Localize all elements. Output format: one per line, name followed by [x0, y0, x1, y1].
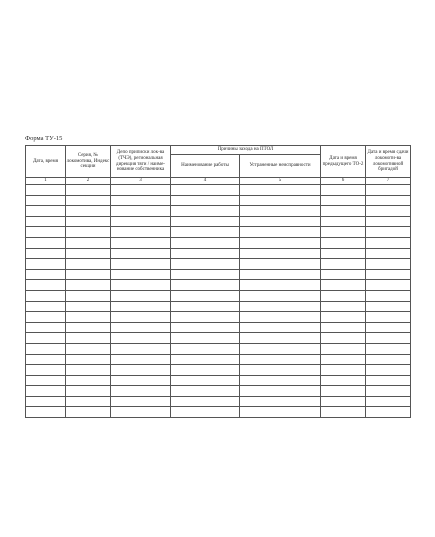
register-table: [25, 145, 411, 418]
table-cell[interactable]: [240, 386, 321, 397]
table-cell[interactable]: [26, 354, 66, 365]
table-cell[interactable]: [26, 301, 66, 312]
table-cell[interactable]: [240, 195, 321, 206]
table-cell[interactable]: [111, 333, 171, 344]
table-row: [26, 185, 411, 196]
table-row: [26, 407, 411, 418]
table-cell[interactable]: [171, 248, 240, 259]
table-cell[interactable]: [26, 237, 66, 248]
table-cell[interactable]: [321, 322, 366, 333]
col-number: 5: [240, 178, 321, 185]
table-cell[interactable]: [26, 259, 66, 270]
table-cell[interactable]: [26, 365, 66, 376]
table-cell[interactable]: [240, 216, 321, 227]
table-row: [26, 195, 411, 206]
table-cell[interactable]: [111, 312, 171, 323]
table-cell[interactable]: [321, 195, 366, 206]
col-number: 6: [321, 178, 366, 185]
table-cell[interactable]: [111, 206, 171, 217]
table-cell[interactable]: [66, 259, 111, 270]
table-row: [26, 216, 411, 227]
table-cell[interactable]: [171, 216, 240, 227]
col-header-home-depot: Депо приписки лок-ва (ТЧЭ), региональная дирекция тяги / наиме-нование собственника: [111, 146, 171, 178]
table-cell[interactable]: [171, 301, 240, 312]
table-cell[interactable]: [111, 259, 171, 270]
table-cell[interactable]: [26, 206, 66, 217]
table-cell[interactable]: [111, 301, 171, 312]
table-cell[interactable]: [240, 407, 321, 418]
table-cell[interactable]: [240, 365, 321, 376]
col-number: 7: [366, 178, 411, 185]
table-cell[interactable]: [26, 375, 66, 386]
table-cell[interactable]: [366, 280, 411, 291]
table-cell[interactable]: [111, 365, 171, 376]
table-cell[interactable]: [26, 227, 66, 238]
table-cell[interactable]: [366, 386, 411, 397]
table-row: [26, 237, 411, 248]
table-cell[interactable]: [111, 280, 171, 291]
table-cell[interactable]: [111, 290, 171, 301]
table-cell[interactable]: [321, 237, 366, 248]
table-cell[interactable]: [26, 396, 66, 407]
col-number: 3: [111, 178, 171, 185]
table-cell[interactable]: [66, 301, 111, 312]
table-cell[interactable]: [171, 322, 240, 333]
table-row: [26, 259, 411, 270]
table-cell[interactable]: [240, 269, 321, 280]
col-number: 1: [26, 178, 66, 185]
table-cell[interactable]: [366, 185, 411, 196]
table-cell[interactable]: [111, 216, 171, 227]
table-cell[interactable]: [321, 375, 366, 386]
table-cell[interactable]: [66, 407, 111, 418]
table-cell[interactable]: [240, 259, 321, 270]
table-cell[interactable]: [111, 237, 171, 248]
table-cell[interactable]: [66, 343, 111, 354]
col-header-fixed-faults: Устраненные неисправности: [240, 155, 321, 178]
table-cell[interactable]: [66, 322, 111, 333]
table-cell[interactable]: [171, 269, 240, 280]
table-cell[interactable]: [171, 407, 240, 418]
table-cell[interactable]: [321, 407, 366, 418]
col-header-date-time: Дата, время: [26, 146, 66, 178]
table-cell[interactable]: [366, 343, 411, 354]
table-cell[interactable]: [66, 386, 111, 397]
table-cell[interactable]: [66, 237, 111, 248]
table-cell[interactable]: [171, 333, 240, 344]
table-row: [26, 206, 411, 217]
table-cell[interactable]: [111, 195, 171, 206]
table-cell[interactable]: [66, 195, 111, 206]
table-cell[interactable]: [321, 386, 366, 397]
table-cell[interactable]: [321, 343, 366, 354]
col-header-work-name: Наименование работы: [171, 155, 240, 178]
table-cell[interactable]: [171, 227, 240, 238]
table-cell[interactable]: [111, 407, 171, 418]
table-cell[interactable]: [66, 185, 111, 196]
table-cell[interactable]: [66, 312, 111, 323]
table-cell[interactable]: [66, 206, 111, 217]
table-cell[interactable]: [240, 185, 321, 196]
table-cell[interactable]: [111, 322, 171, 333]
col-header-previous-to2: Дата и время предыдущего ТО-2: [321, 146, 366, 178]
table-cell[interactable]: [366, 206, 411, 217]
table-cell[interactable]: [26, 248, 66, 259]
table-cell[interactable]: [26, 280, 66, 291]
col-number: 4: [171, 178, 240, 185]
table-cell[interactable]: [171, 259, 240, 270]
table-cell[interactable]: [366, 375, 411, 386]
table-cell[interactable]: [366, 301, 411, 312]
table-cell[interactable]: [321, 259, 366, 270]
table-row: [26, 396, 411, 407]
table-cell[interactable]: [366, 269, 411, 280]
table-cell[interactable]: [171, 206, 240, 217]
table-row: [26, 343, 411, 354]
table-row: [26, 248, 411, 259]
table-cell[interactable]: [171, 237, 240, 248]
table-cell[interactable]: [66, 354, 111, 365]
table-cell[interactable]: [366, 322, 411, 333]
table-cell[interactable]: [26, 312, 66, 323]
col-header-handover: Дата и время сдачи локомоти-ва локомотивной бригадой: [366, 146, 411, 178]
table-cell[interactable]: [240, 206, 321, 217]
table-cell[interactable]: [171, 280, 240, 291]
table-cell[interactable]: [240, 227, 321, 238]
table-cell[interactable]: [240, 280, 321, 291]
table-cell[interactable]: [66, 269, 111, 280]
table-cell[interactable]: [66, 227, 111, 238]
table-cell[interactable]: [171, 396, 240, 407]
table-cell[interactable]: [366, 216, 411, 227]
table-cell[interactable]: [111, 386, 171, 397]
table-cell[interactable]: [171, 343, 240, 354]
table-cell[interactable]: [111, 396, 171, 407]
table-cell[interactable]: [321, 301, 366, 312]
table-cell[interactable]: [171, 365, 240, 376]
table-cell[interactable]: [171, 386, 240, 397]
table-cell[interactable]: [26, 185, 66, 196]
table-row: [26, 290, 411, 301]
table-row: [26, 227, 411, 238]
table-row: [26, 354, 411, 365]
table-cell[interactable]: [366, 396, 411, 407]
table-cell[interactable]: [26, 407, 66, 418]
table-cell[interactable]: [366, 237, 411, 248]
table-cell[interactable]: [111, 354, 171, 365]
table-cell[interactable]: [26, 333, 66, 344]
table-cell[interactable]: [240, 375, 321, 386]
table-cell[interactable]: [66, 365, 111, 376]
table-cell[interactable]: [111, 248, 171, 259]
table-cell[interactable]: [240, 343, 321, 354]
table-cell[interactable]: [26, 195, 66, 206]
table-cell[interactable]: [321, 290, 366, 301]
table-row: [26, 322, 411, 333]
table-cell[interactable]: [66, 248, 111, 259]
table-cell[interactable]: [66, 333, 111, 344]
table-cell[interactable]: [111, 227, 171, 238]
table-cell[interactable]: [66, 375, 111, 386]
table-cell[interactable]: [366, 407, 411, 418]
table-row: [26, 365, 411, 376]
col-header-group-ptol-reasons: Причины захода на ПТОЛ: [171, 146, 321, 155]
table-cell[interactable]: [111, 343, 171, 354]
col-number: 2: [66, 178, 111, 185]
table-cell[interactable]: [171, 375, 240, 386]
table-cell[interactable]: [26, 216, 66, 227]
table-cell[interactable]: [366, 333, 411, 344]
table-cell[interactable]: [240, 333, 321, 344]
table-cell[interactable]: [240, 301, 321, 312]
table-cell[interactable]: [366, 195, 411, 206]
table-cell[interactable]: [321, 206, 366, 217]
table-row: [26, 301, 411, 312]
table-cell[interactable]: [321, 185, 366, 196]
table-cell[interactable]: [171, 290, 240, 301]
table-cell[interactable]: [171, 195, 240, 206]
table-row: [26, 386, 411, 397]
table-cell[interactable]: [240, 290, 321, 301]
table-row: [26, 269, 411, 280]
table-cell[interactable]: [26, 322, 66, 333]
table-cell[interactable]: [171, 185, 240, 196]
table-cell[interactable]: [366, 290, 411, 301]
table-cell[interactable]: [26, 386, 66, 397]
table-row: [26, 333, 411, 344]
table-cell[interactable]: [111, 375, 171, 386]
table-cell[interactable]: [321, 216, 366, 227]
table-cell[interactable]: [321, 269, 366, 280]
table-cell[interactable]: [66, 280, 111, 291]
table-cell[interactable]: [321, 354, 366, 365]
table-cell[interactable]: [111, 185, 171, 196]
col-header-series-number: Серия, № локомотива, Индекс секции: [66, 146, 111, 178]
table-row: [26, 375, 411, 386]
table-cell[interactable]: [321, 365, 366, 376]
table-cell[interactable]: [240, 354, 321, 365]
table-cell[interactable]: [111, 269, 171, 280]
table-cell[interactable]: [321, 312, 366, 323]
table-cell[interactable]: [366, 312, 411, 323]
table-cell[interactable]: [366, 227, 411, 238]
table-cell[interactable]: [26, 269, 66, 280]
table-cell[interactable]: [321, 280, 366, 291]
table-cell[interactable]: [321, 396, 366, 407]
table-cell[interactable]: [171, 354, 240, 365]
table-row: [26, 312, 411, 323]
table-row: [26, 280, 411, 291]
table-cell[interactable]: [240, 396, 321, 407]
table-cell[interactable]: [366, 365, 411, 376]
table-cell[interactable]: [240, 248, 321, 259]
table-cell[interactable]: [26, 290, 66, 301]
table-cell[interactable]: [321, 248, 366, 259]
table-cell[interactable]: [66, 290, 111, 301]
table-cell[interactable]: [240, 237, 321, 248]
table-cell[interactable]: [366, 259, 411, 270]
table-cell[interactable]: [26, 343, 66, 354]
form-label: Форма ТУ-15: [25, 135, 63, 142]
table-cell[interactable]: [240, 322, 321, 333]
table-cell[interactable]: [240, 312, 321, 323]
register-body: [26, 185, 411, 418]
table-cell[interactable]: [321, 333, 366, 344]
table-cell[interactable]: [366, 354, 411, 365]
table-cell[interactable]: [66, 396, 111, 407]
table-cell[interactable]: [171, 312, 240, 323]
table-cell[interactable]: [66, 216, 111, 227]
table-cell[interactable]: [321, 227, 366, 238]
table-cell[interactable]: [366, 248, 411, 259]
